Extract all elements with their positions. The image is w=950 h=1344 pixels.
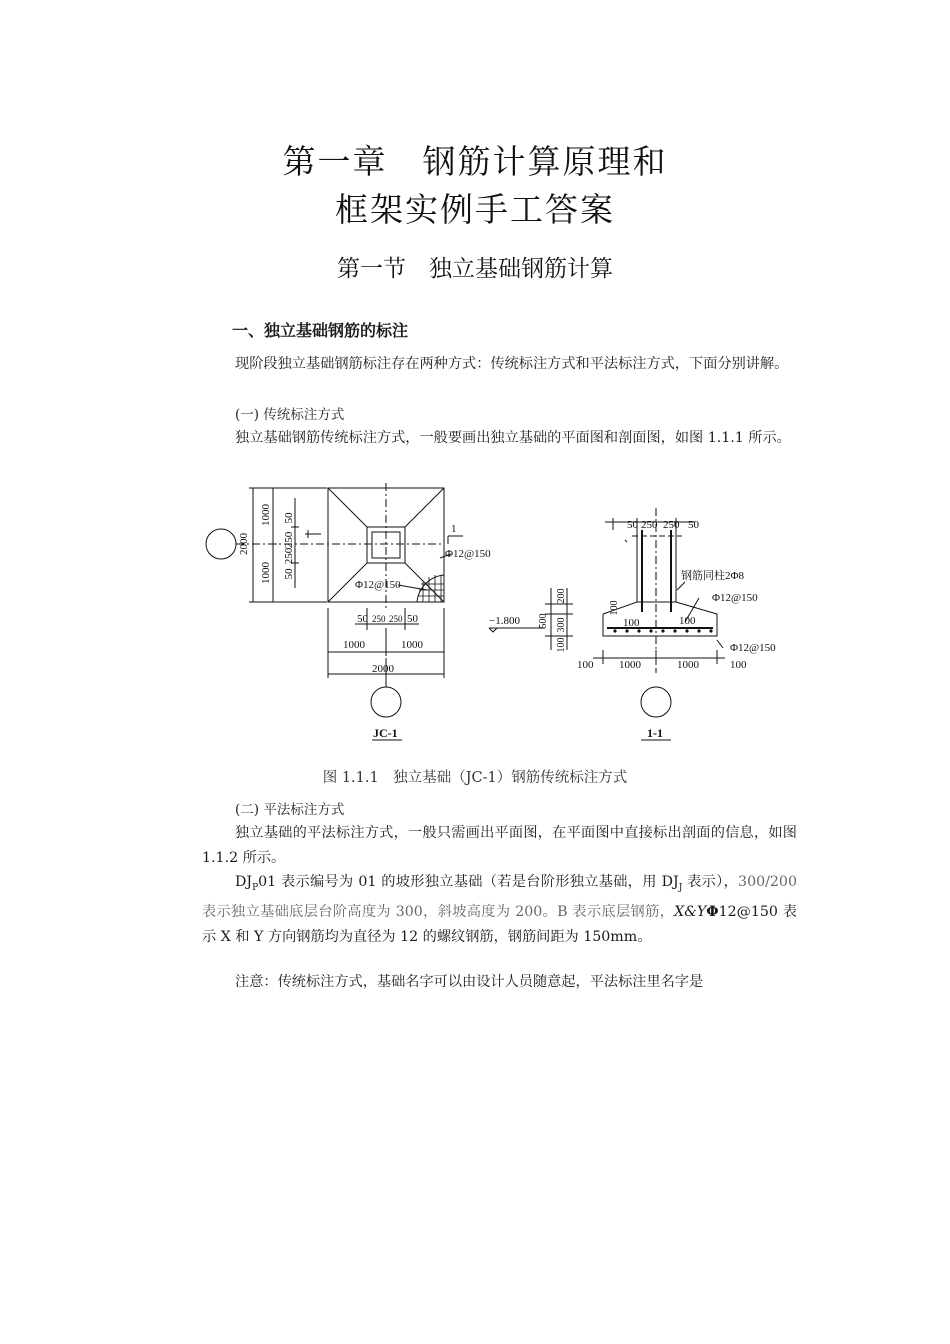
plan-dim-left-bottom: 1000	[260, 562, 272, 584]
explain-part4: 12@150 表示 X 和 Y 方向钢筋均为直径为 12 的螺纹钢筋，钢筋间距为 150mm。	[202, 904, 797, 945]
section-dim-top-2: 250	[641, 519, 658, 531]
explain-part3: 300/200 表示独立基础底层台阶高度为 300，斜坡高度为 200。B 表示底层钢筋，	[202, 874, 797, 921]
plan-dim-left-top: 1000	[260, 504, 272, 526]
axis-bubble-section	[641, 687, 671, 717]
section-label: 1-1	[647, 726, 663, 740]
plan-dim-bottom-small-4: 50	[407, 613, 418, 625]
plan-label: JC-1	[373, 726, 398, 740]
paragraph-note: 注意：传统标注方式，基础名字可以由设计人员随意起，平法标注里名字是	[235, 974, 704, 990]
plan-dim-left-outer: 2000	[238, 533, 250, 555]
chapter-title-line1: 第一章 钢筋计算原理和	[282, 142, 668, 181]
section-dim-inner-1: 100	[609, 600, 620, 616]
explain-part2: 表示），	[682, 874, 739, 890]
foundation-figure	[195, 478, 795, 768]
section-elevation: −1.800	[489, 615, 520, 627]
plan-dim-bottom-small-2: 250	[372, 614, 386, 624]
plan-dim-half-left: 1000	[343, 639, 365, 651]
xy-symbol: X&Y	[674, 904, 707, 921]
section-rebar-upper: Φ12@150	[712, 592, 758, 604]
figure-caption: 图 1.1.1 独立基础（JC-1）钢筋传统标注方式	[322, 770, 628, 786]
paragraph-flat-method: 独立基础的平法标注方式，一般只需画出平面图，在平面图中直接标出剖面的信息，如图 1.1.2 所示。	[202, 825, 797, 866]
paragraph-traditional: 独立基础钢筋传统标注方式，一般要画出独立基础的平面图和剖面图，如图 1.1.1 所示。	[235, 430, 791, 446]
plan-dim-total: 2000	[372, 663, 394, 675]
explain-part1: 01 表示编号为 01 的坡形独立基础（若是台阶形独立基础，用 DJ	[258, 874, 679, 890]
plan-dim-small-mid2: 250	[283, 547, 295, 565]
section-column-rebar: 钢筋同柱2Φ8	[681, 570, 745, 582]
subheading-flat-method: (二) 平法标注方式	[235, 802, 345, 818]
rebar-symbol: Φ	[706, 904, 719, 921]
section-rebar-lower: Φ12@150	[730, 642, 776, 654]
paragraph-flat-explanation	[202, 870, 797, 949]
plan-rebar-center: Φ12@150	[355, 579, 401, 591]
subheading-traditional: (一) 传统标注方式	[235, 407, 345, 423]
code-djp: DJ	[235, 874, 253, 890]
section-dim-v-1: 200	[556, 588, 567, 604]
axis-bubble-left	[206, 529, 236, 559]
section-dim-top-1: 50	[627, 519, 638, 531]
section-title: 第一节 独立基础钢筋计算	[337, 256, 613, 282]
section-dim-inner-2: 100	[623, 617, 640, 629]
plan-rebar-right: Φ12@150	[445, 548, 491, 560]
plan-dim-small-bot: 50	[283, 568, 295, 580]
plan-dim-bottom-small-1: 50	[357, 613, 368, 625]
section-dim-bottom-3: 1000	[677, 659, 699, 671]
section-dim-v-3: 300	[556, 617, 567, 633]
plan-dim-half-right: 1000	[401, 639, 423, 651]
chapter-title-line2: 框架实例手工答案	[335, 190, 615, 229]
code-djp-sub: P	[252, 882, 259, 893]
code-djj-sub: J	[678, 882, 683, 893]
section-dim-bottom-4: 100	[730, 659, 747, 671]
subsection-heading: 一、独立基础钢筋的标注	[232, 321, 409, 340]
plan-section-mark: 1	[451, 523, 457, 535]
section-dim-v-2: 500	[538, 613, 549, 629]
section-dim-bottom-2: 1000	[619, 659, 641, 671]
plan-dim-small-top: 50	[283, 512, 295, 524]
plan-dim-bottom-small-3: 250	[389, 614, 403, 624]
axis-bubble-bottom	[371, 687, 401, 717]
paragraph-intro: 现阶段独立基础钢筋标注存在两种方式：传统标注方式和平法标注方式，下面分别讲解。	[235, 356, 789, 372]
section-dim-bottom-1: 100	[577, 659, 594, 671]
section-dim-v-4: 100	[556, 637, 567, 653]
section-dim-top-3: 250	[663, 519, 680, 531]
plan-dim-small-mid1: 250	[283, 531, 295, 549]
section-dim-top-4: 50	[688, 519, 699, 531]
section-dim-inner-3: 100	[679, 615, 696, 627]
